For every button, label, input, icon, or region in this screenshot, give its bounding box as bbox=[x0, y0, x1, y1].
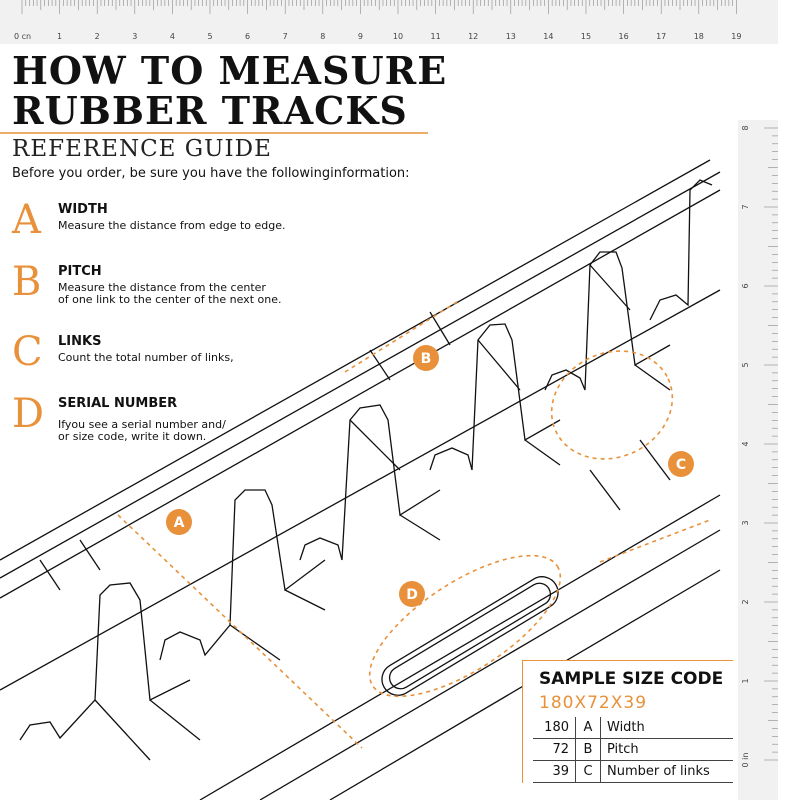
item-description-line: Count the total number of links, bbox=[58, 351, 234, 364]
item-description-line: Measure the distance from edge to edge. bbox=[58, 219, 286, 232]
marker-label: D bbox=[406, 587, 418, 603]
page-title-line-2: RUBBER TRACKS bbox=[12, 88, 408, 133]
row-letter: C bbox=[576, 761, 601, 783]
table-row bbox=[533, 761, 733, 783]
ruler-label: 9 bbox=[357, 32, 363, 41]
row-letter: A bbox=[576, 717, 601, 739]
row-value: 72 bbox=[533, 739, 576, 761]
ruler-label: 10 bbox=[392, 32, 404, 41]
ruler-label: 4 bbox=[169, 32, 175, 41]
ruler-label: 7 bbox=[741, 204, 750, 210]
ruler-label: 15 bbox=[580, 32, 592, 41]
ruler-label: 13 bbox=[505, 32, 516, 41]
item-letter: B bbox=[12, 259, 42, 305]
ruler-label: 18 bbox=[693, 32, 704, 41]
ruler-label: 11 bbox=[430, 32, 441, 41]
item-letter: A bbox=[12, 197, 41, 243]
ruler-label: 6 bbox=[741, 283, 750, 289]
item-description-line: Ifyou see a serial number and/ bbox=[58, 418, 226, 431]
ruler-label: 8 bbox=[741, 125, 750, 131]
ruler-label: 3 bbox=[741, 520, 750, 526]
ruler-label: 1 bbox=[57, 32, 63, 41]
row-label: Number of links bbox=[601, 761, 734, 783]
page-subtitle: REFERENCE GUIDE bbox=[12, 136, 272, 162]
sample-size-code-box bbox=[522, 660, 733, 783]
ruler-label: 4 bbox=[741, 441, 750, 447]
item-letter: D bbox=[12, 391, 45, 437]
marker-c bbox=[668, 451, 694, 477]
item-letter: C bbox=[12, 329, 43, 375]
item-description-line: or size code, write it down. bbox=[58, 430, 207, 443]
sample-table bbox=[533, 717, 733, 783]
ruler-label: 5 bbox=[207, 32, 213, 41]
ruler-label: 5 bbox=[741, 362, 750, 368]
ruler-label: 17 bbox=[656, 32, 667, 41]
item-heading: WIDTH bbox=[58, 202, 108, 217]
top-ruler bbox=[0, 0, 778, 44]
ruler-label: 8 bbox=[320, 32, 326, 41]
marker-label: B bbox=[420, 351, 432, 367]
page-title-line-1: HOW TO MEASURE bbox=[12, 48, 448, 93]
item-heading: LINKS bbox=[58, 334, 102, 349]
ruler-label: 3 bbox=[132, 32, 138, 41]
marker-label: C bbox=[675, 457, 687, 473]
row-label: Width bbox=[601, 717, 734, 739]
item-description-line: Measure the distance from the center bbox=[58, 281, 266, 294]
marker-b bbox=[413, 345, 439, 371]
ruler-label: 2 bbox=[94, 32, 100, 41]
right-ruler bbox=[738, 120, 778, 800]
intro-text: Before you order, be sure you have the followinginformation: bbox=[12, 166, 410, 181]
ruler-label: 0 cn bbox=[14, 32, 32, 41]
ruler-label: 0 in bbox=[741, 752, 750, 768]
row-label: Pitch bbox=[601, 739, 734, 761]
item-description bbox=[58, 220, 286, 232]
ruler-label: 14 bbox=[543, 32, 554, 41]
ruler-label: 19 bbox=[731, 32, 742, 41]
ruler-label: 6 bbox=[245, 32, 251, 41]
item-description-line: of one link to the center of the next one. bbox=[58, 293, 282, 306]
marker-a bbox=[166, 509, 192, 535]
table-row bbox=[533, 739, 733, 761]
ruler-label: 12 bbox=[468, 32, 479, 41]
ruler-label: 2 bbox=[741, 599, 750, 605]
table-row bbox=[533, 717, 733, 739]
sample-code: 180X72X39 bbox=[539, 693, 648, 713]
item-description bbox=[58, 419, 226, 443]
row-value: 39 bbox=[533, 761, 576, 783]
sample-title: SAMPLE SIZE CODE bbox=[539, 669, 724, 689]
item-description bbox=[58, 282, 281, 306]
item-heading: PITCH bbox=[58, 264, 102, 279]
row-letter: B bbox=[576, 739, 601, 761]
row-value: 180 bbox=[533, 717, 576, 739]
marker-label: A bbox=[173, 515, 185, 531]
ruler-label: 7 bbox=[282, 32, 288, 41]
ruler-label: 16 bbox=[618, 32, 629, 41]
ruler-label: 1 bbox=[741, 678, 750, 684]
item-description bbox=[58, 352, 234, 364]
item-heading: SERIAL NUMBER bbox=[58, 396, 178, 411]
marker-d bbox=[399, 581, 425, 607]
